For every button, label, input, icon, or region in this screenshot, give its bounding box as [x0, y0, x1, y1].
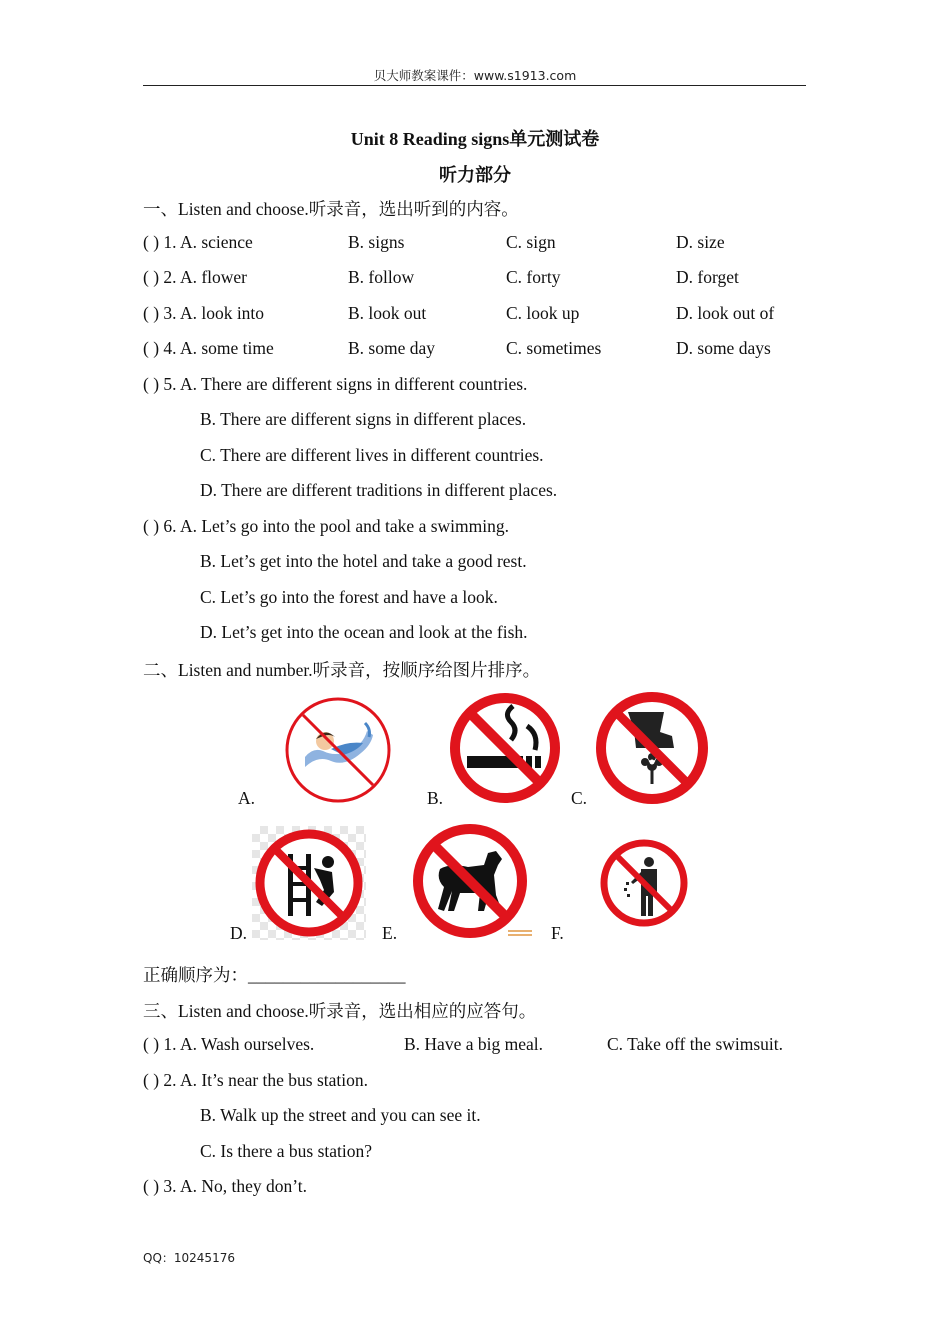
header-rule	[143, 85, 806, 86]
p3-q1-option-c: C. Take off the swimsuit.	[607, 1034, 784, 1054]
sign-label-c: C.	[571, 788, 588, 808]
part1-heading: 一、Listen and choose.听录音，选出听到的内容。	[143, 199, 519, 219]
sign-label-e: E.	[382, 923, 398, 943]
sign-label-f: F.	[551, 923, 564, 943]
page-title: Unit 8 Reading signs单元测试卷	[350, 129, 600, 149]
part3-heading: 三、Listen and choose.听录音，选出相应的应答句。	[143, 1001, 537, 1021]
p3-q3-option-a: ( ) 3. A. No, they don’t.	[143, 1176, 307, 1196]
q4-option-c: C. sometimes	[506, 338, 602, 358]
p3-q2-option-c: C. Is there a bus station?	[200, 1141, 373, 1161]
q4-option-a: ( ) 4. A. some time	[143, 338, 274, 358]
q2-option-b: B. follow	[348, 267, 415, 287]
q1-option-d: D. size	[676, 232, 725, 252]
p3-q1-option-b: B. Have a big meal.	[404, 1034, 543, 1054]
q1-option-b: B. signs	[348, 232, 405, 252]
p3-q1-option-a: ( ) 1. A. Wash ourselves.	[143, 1034, 315, 1054]
no-smoking-icon	[447, 690, 563, 806]
q3-option-a: ( ) 3. A. look into	[143, 303, 265, 323]
sign-label-a: A.	[238, 788, 256, 808]
part2-heading: 二、Listen and number.听录音，按顺序给图片排序。	[143, 660, 541, 680]
sign-label-d: D.	[230, 923, 248, 943]
q3-option-b: B. look out	[348, 303, 427, 323]
q5-option-d: D. There are different traditions in different places.	[200, 480, 558, 500]
no-climbing-icon	[252, 826, 366, 940]
answer-order-line: 正确顺序为：__________________	[143, 965, 406, 985]
q2-option-d: D. forget	[676, 267, 739, 287]
page-footer: QQ：10245176	[143, 1251, 235, 1265]
q3-option-c: C. look up	[506, 303, 580, 323]
q4-option-b: B. some day	[348, 338, 436, 358]
q1-option-a: ( ) 1. A. science	[143, 232, 253, 252]
q2-option-c: C. forty	[506, 267, 561, 287]
p3-q2-option-b: B. Walk up the street and you can see it.	[200, 1105, 481, 1125]
sign-label-b: B.	[427, 788, 444, 808]
no-littering-icon	[599, 838, 689, 928]
p3-q2-option-a: ( ) 2. A. It’s near the bus station.	[143, 1070, 369, 1090]
q3-option-d: D. look out of	[676, 303, 775, 323]
q2-option-a: ( ) 2. A. flower	[143, 267, 248, 287]
section-title: 听力部分	[439, 165, 511, 185]
q4-option-d: D. some days	[676, 338, 771, 358]
no-dogs-icon	[410, 823, 534, 943]
q5-option-b: B. There are different signs in different places.	[200, 409, 527, 429]
q6-option-a: ( ) 6. A. Let’s go into the pool and take a swimming.	[143, 516, 509, 536]
q6-option-b: B. Let’s get into the hotel and take a good rest.	[200, 551, 527, 571]
q1-option-c: C. sign	[506, 232, 556, 252]
page-header: 贝大师教案课件：www.s1913.com	[373, 68, 577, 83]
no-swimming-icon	[283, 695, 393, 805]
q6-option-d: D. Let’s get into the ocean and look at the fish.	[200, 622, 528, 642]
q6-option-c: C. Let’s go into the forest and have a look.	[200, 587, 498, 607]
q5-option-c: C. There are different lives in different countries.	[200, 445, 544, 465]
no-trampling-flowers-icon	[594, 690, 714, 806]
q5-option-a: ( ) 5. A. There are different signs in different countries.	[143, 374, 528, 394]
